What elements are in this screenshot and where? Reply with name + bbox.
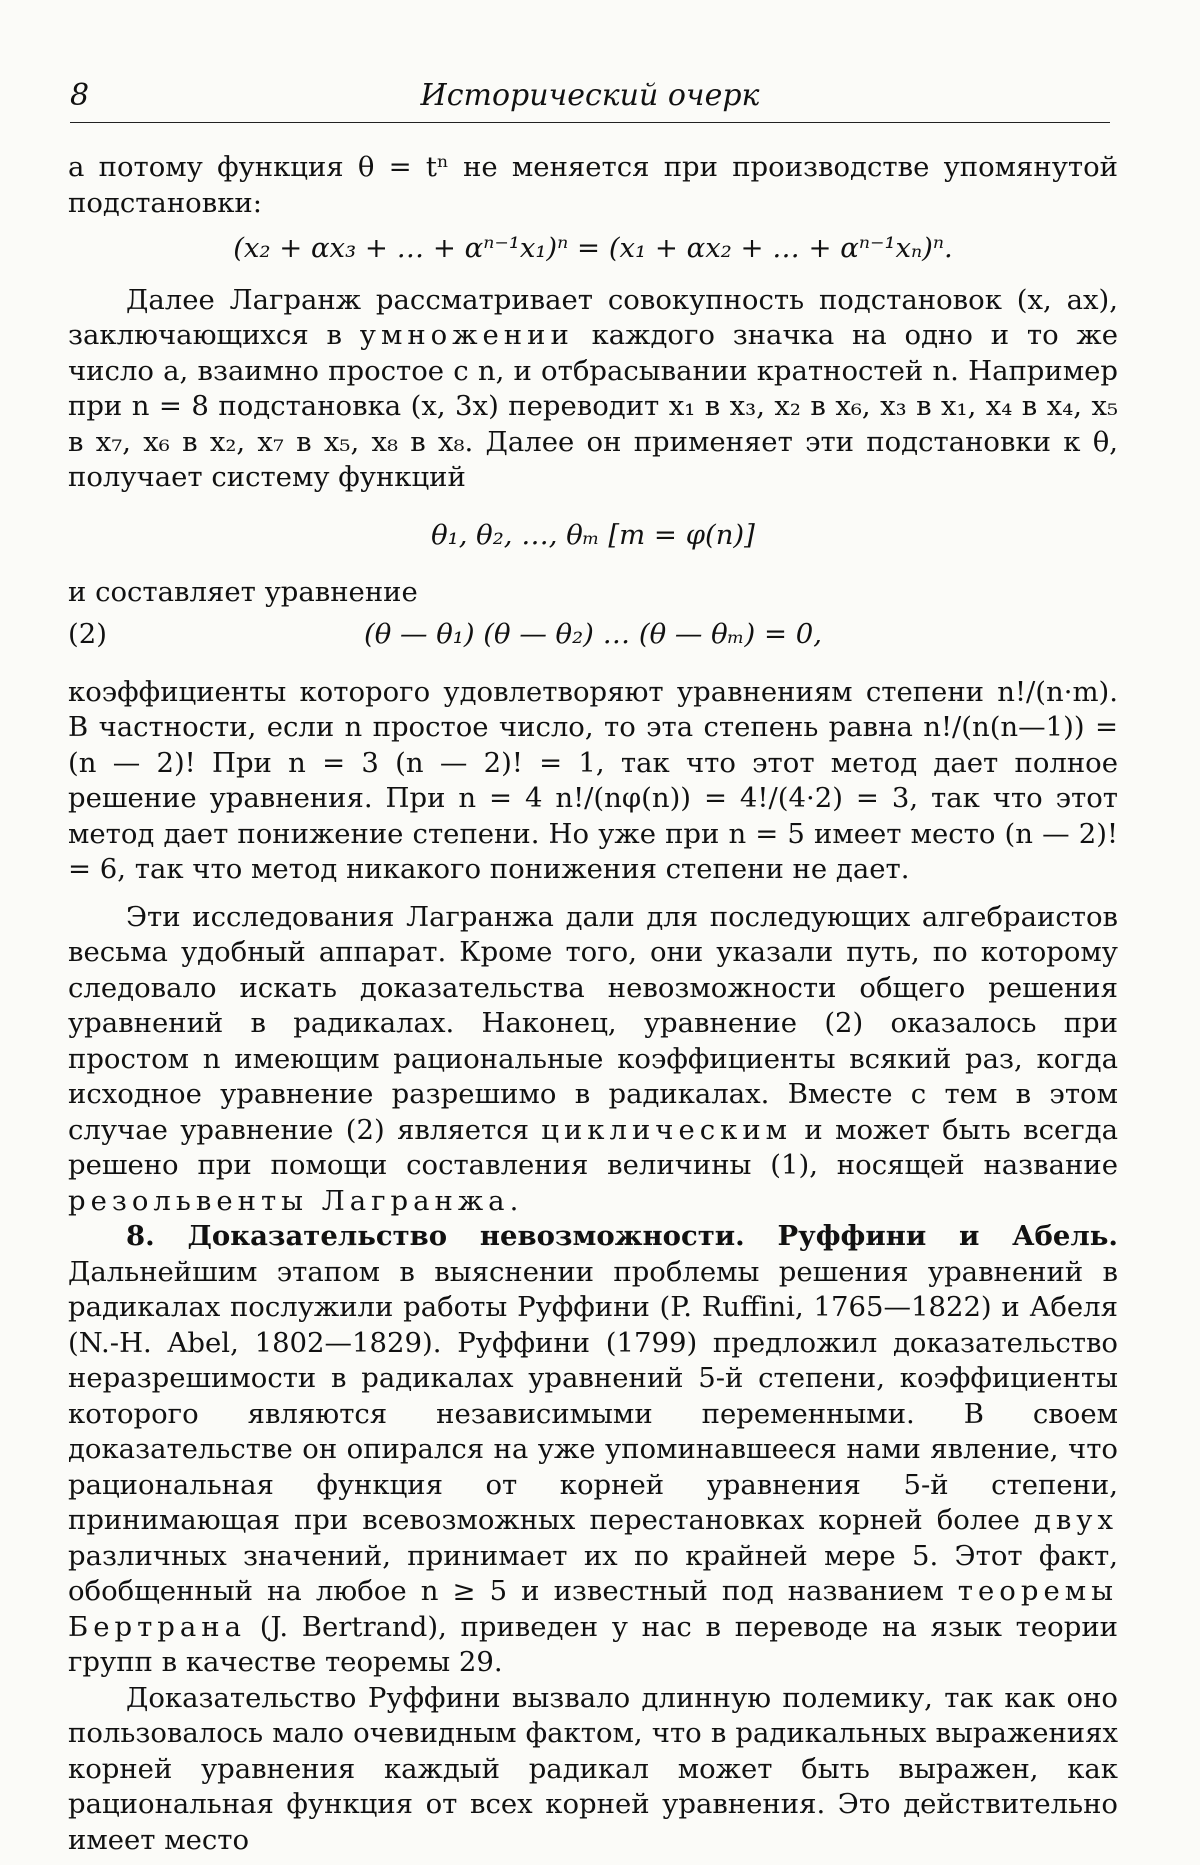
paragraph-6-part-b: различных значений, принимает их по крайней мере 5. Этот факт, обобщенный на любое n ≥ 5 и известный под названием	[68, 1539, 1118, 1607]
spaced-emphasis: теоремы Бертрана	[68, 1575, 1118, 1643]
formula-functions: θ₁, θ₂, …, θₘ [m = φ(n)]	[431, 518, 755, 551]
spaced-emphasis: резольвенты Лагранжа	[68, 1184, 510, 1217]
page-body	[68, 150, 1118, 1858]
running-title: Исторический очерк	[420, 78, 760, 113]
paragraph-6	[68, 1219, 1118, 1681]
formula-substitution: (x₂ + αx₃ + … + αⁿ⁻¹x₁)ⁿ = (x₁ + αx₂ + … + αⁿ⁻¹xₙ)ⁿ.	[233, 232, 953, 264]
page-number: 8	[70, 78, 90, 113]
paragraph-5-part-c: .	[509, 1184, 519, 1217]
paragraph-7: Доказательство Руффини вызвало длинную полемику, так как оно пользовалось мало очевидным фактом, что в радикальных выражениях корней уравнения каждый радикал может быть выражен, как рациональная функция от всех корней уравнения. Это действительно имеет место	[68, 1681, 1118, 1856]
paragraph-2-part-a: Далее Лагранж рассматривает совокупность подстановок (x, ax), заключающихся в	[68, 283, 1118, 351]
paragraph-1: а потому функция θ = tⁿ не меняется при производстве упомянутой подстановки:	[68, 151, 1118, 219]
paragraph-3: и составляет уравнение	[68, 576, 418, 608]
paragraph-5	[68, 900, 1118, 1220]
spacer	[68, 659, 1118, 675]
paragraph-5-part-a: Эти исследования Лагранжа дали для последующих алгебраистов весьма удобный аппарат. Кроме того, они указали путь, по которому следовало искать доказательства невозможности общего решения уравнений в радикалах. Наконец, уравнение (2) оказалось при простом n имеющим рациональные коэффициенты всякий раз, когда исходное уравнение разрешимо в радикалах. Вместе с тем в этом случае уравнение (2) является	[68, 900, 1118, 1146]
spaced-emphasis: двух	[1033, 1504, 1118, 1536]
paragraph-2	[68, 283, 1118, 496]
equation-body: (θ — θ₁) (θ — θ₂) … (θ — θₘ) = 0,	[363, 617, 823, 650]
equation-number: (2)	[68, 617, 107, 650]
paragraph-6-part-a: Дальнейшим этапом в выяснении проблемы решения уравнений в радикалах послужили работы Руффини (P. Ruffini, 1765—1822) и Абеля (N.-H. Abel, 1802—1829). Руффини (1799) предложил доказательство неразрешимости в радикалах уравнений 5-й степени, коэффициенты которого являются независимыми переменными. В своем доказательстве он опирался на уже упоминавшееся нами явление, что рациональная функция от корней уравнения 5-й степени, принимающая при всевозможных перестановках корней более	[68, 1255, 1118, 1536]
paragraph-5-part-b: и может быть всегда решено при помощи составления величины (1), носящей название	[68, 1113, 1118, 1181]
equation-2	[68, 611, 1118, 659]
paragraph-4: коэффициенты которого удовлетворяют уравнениям степени n!/(n·m). В частности, если n простое число, то эта степень равна n!/(n(n—1)) = (n — 2)! При n = 3 (n — 2)! = 1, так что этот метод дает полное решение уравнения. При n = 4 n!/(nφ(n)) = 4!/(4·2) = 3, так что этот метод дает понижение степени. Но уже при n = 5 имеет место (n — 2)! = 6, так что метод никакого понижения степени не дает.	[68, 675, 1118, 885]
paragraph-6-part-c: (J. Bertrand), приведен у нас в переводе на язык теории групп в качестве теоремы 29.	[68, 1610, 1118, 1678]
paragraph-2-part-b: каждого значка на одно и то же число a, взаимно простое с n, и отбрасывании кратностей n. Например при n = 8 подстановка (x, 3x) переводит x₁ в x₃, x₂ в x₆, x₃ в x₁, x₄ в x₄, x₅ в x₇, x₆ в x₂, x₇ в x₅, x₈ в x₈. Далее он применяет эти подстановки к θ, получает систему функций	[68, 319, 1118, 493]
spaced-emphasis: умножении	[359, 319, 574, 351]
spaced-emphasis: циклическим	[541, 1113, 793, 1146]
page-header	[70, 78, 1110, 123]
section-heading: 8. Доказательство невозможности. Руффини и Абель.	[126, 1220, 1118, 1252]
